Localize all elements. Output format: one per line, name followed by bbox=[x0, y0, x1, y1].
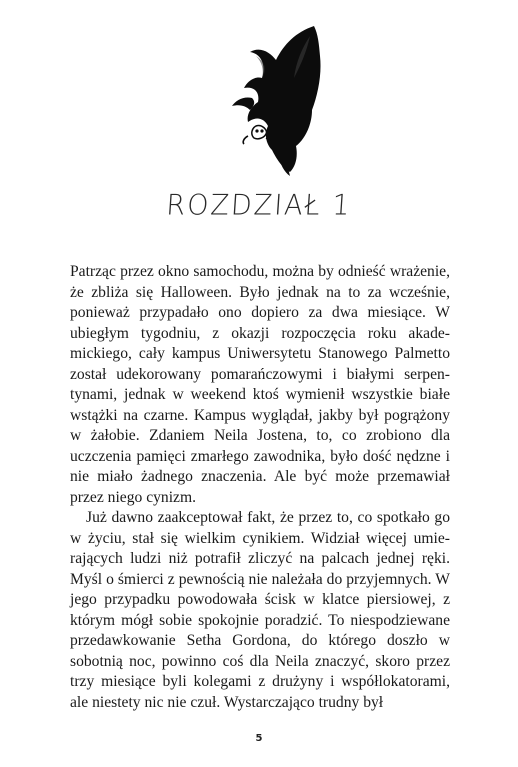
chapter-body bbox=[70, 262, 450, 713]
paragraph: Już dawno zaakceptował fakt, że przez to, co spotkało go w życiu, stał się wielkim cynikiem. Widział więcej umierających ludzi niż potrafił zliczyć na palcach jednej ręki. Myśl o śmierci z pewnością nie należała do przyjemnych. W jego przypadku powodowała ścisk w klatce piersiowej, z którym mógł sobie spokojnie poradzić. To niespodziewane przedawkowanie Setha Gordona, do którego doszło w sobotnią noc, powinno coś dla Neila znaczyć, skoro przez trzy miesiące byli kolegami z drużyny i współlokatorami, ale niestety nic nie czuł. Wystarczająco trudny był bbox=[70, 509, 450, 711]
page-number: 5 bbox=[255, 733, 263, 744]
raven-icon bbox=[226, 22, 326, 178]
paragraph: Patrząc przez okno samochodu, można by odnieść wrażenie, że zbliża się Halloween. Było jednak na to za wcześnie, ponieważ przypadało ono dopiero za dwa miesiące. W ubiegłym tygodniu, z okazji rozpoczęcia roku akademickiego, cały kampus Uniwersytetu Stanowego Palmetto został udekorowany pomarańczowymi i białymi serpentynami, jednak w weekend ktoś wymienił wszystkie białe wstążki na czarne. Kampus wyglądał, jakby był pogrążony w żałobie. Zdaniem Neila Jostena, to, co zrobiono dla uczczenia pamięci zmarłego zawodnika, było dość nędzne i nie miało żadnego znaczenia. Ale być może przemawiał przez niego cynizm. bbox=[70, 263, 450, 506]
chapter-title: ROZDZIAŁ 1 bbox=[165, 189, 353, 222]
